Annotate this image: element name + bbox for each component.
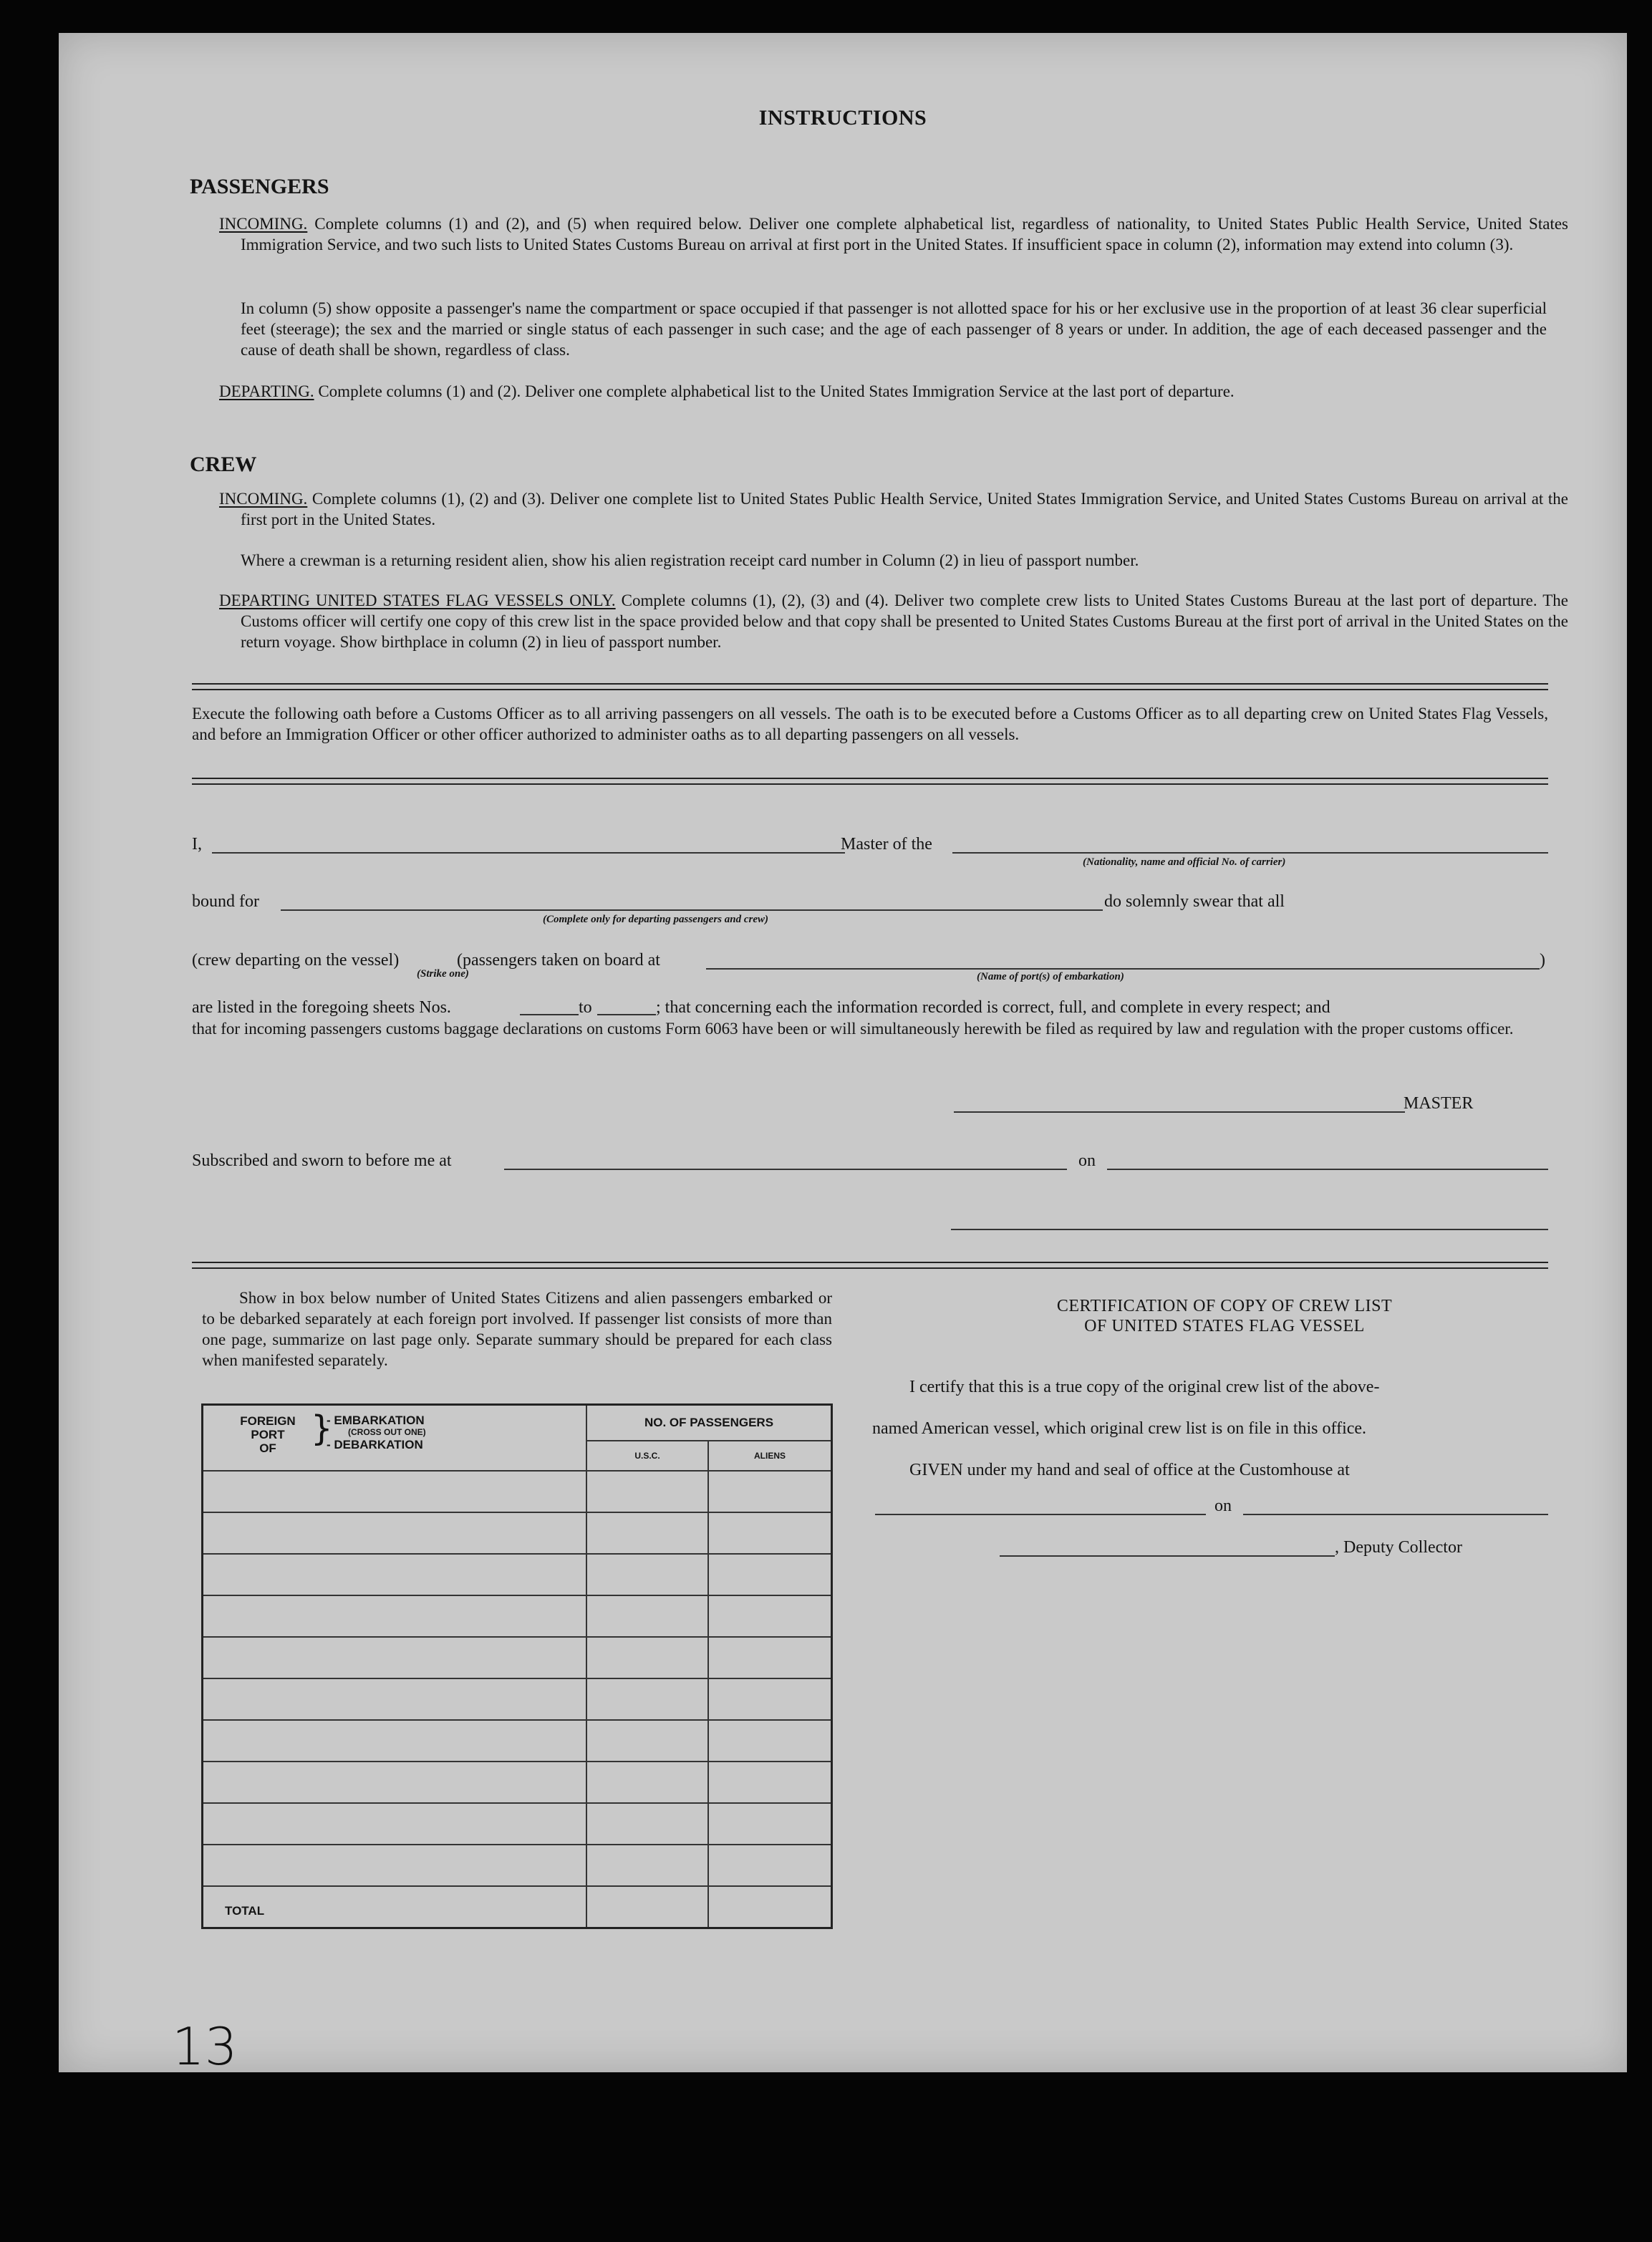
port-cell[interactable] xyxy=(203,1595,587,1637)
deputy-signature-field[interactable] xyxy=(1000,1555,1335,1557)
port-cell[interactable] xyxy=(203,1720,587,1762)
usc-cell[interactable] xyxy=(586,1803,708,1845)
listed-text-b: ; that concerning each the information recorded is correct, full, and complete in every respect; and xyxy=(656,998,1330,1017)
usc-cell[interactable] xyxy=(586,1637,708,1678)
port-cell[interactable] xyxy=(203,1845,587,1886)
col-port-1: FOREIGN xyxy=(240,1414,296,1428)
port-cell[interactable] xyxy=(203,1637,587,1678)
sheet-to-field[interactable] xyxy=(597,1014,656,1015)
port-cell[interactable] xyxy=(203,1678,587,1720)
passengers-column5-text: In column (5) show opposite a passenger's name the compartment or space occupied if that passenger is not allotted space for his or her exclusive use in the proportion of at least 36 clear superficial feet (steerage); the sex and the married or single status of each passenger in such case; and the age of each passenger of 8 years or under. In addition, the age of each deceased passenger and the cause of death shall be shown, regardless of class. xyxy=(241,299,1547,359)
certification-title-2: OF UNITED STATES FLAG VESSEL xyxy=(1084,1317,1365,1335)
aliens-cell[interactable] xyxy=(708,1637,832,1678)
master-label: MASTER xyxy=(1404,1094,1474,1113)
page-number: 13 xyxy=(172,2016,238,2077)
crew-incoming-text: Complete columns (1), (2) and (3). Deliver one complete list to United States Public Health Service, United States Immigration Service, and United States Customs Bureau on arrival at the first port in the United States. xyxy=(241,490,1568,528)
subscribed-date-field[interactable] xyxy=(1107,1169,1548,1170)
master-name-field[interactable] xyxy=(212,852,845,854)
col-port-3: OF xyxy=(259,1441,276,1455)
aliens-header: ALIENS xyxy=(708,1441,832,1471)
carrier-caption: (Nationality, name and official No. of carrier) xyxy=(1083,856,1286,868)
certify-on-label: on xyxy=(1214,1497,1232,1515)
brace-icon: } xyxy=(311,1409,333,1449)
usc-cell[interactable] xyxy=(586,1678,708,1720)
listed-text-a: are listed in the foregoing sheets Nos. xyxy=(192,998,451,1017)
officer-signature-field[interactable] xyxy=(951,1229,1548,1230)
crew-departing-lead: DEPARTING UNITED STATES FLAG VESSELS ONLY. xyxy=(219,591,616,609)
aliens-cell[interactable] xyxy=(708,1678,832,1720)
certify-line-1: I certify that this is a true copy of the original crew list of the above- xyxy=(909,1378,1380,1396)
total-aliens-cell[interactable] xyxy=(708,1886,832,1928)
crew-incoming xyxy=(219,488,1568,530)
bound-caption: (Complete only for departing passengers and crew) xyxy=(543,914,768,925)
strike-caption: (Strike one) xyxy=(417,968,469,980)
page-title: INSTRUCTIONS xyxy=(758,106,927,130)
crew-departing-option[interactable]: (crew departing on the vessel) xyxy=(192,951,400,970)
ports-field[interactable] xyxy=(706,968,1540,970)
summary-note: Show in box below number of United States Citizens and alien passengers embarked or to be debarked separately at each foreign port involved. If passenger list consists of more than one page, summarize on last page only. Separate summary should be prepared for each class when manifested separately. xyxy=(202,1289,832,1369)
certify-line-3: GIVEN under my hand and seal of office at the Customhouse at xyxy=(909,1461,1350,1479)
passengers-heading: PASSENGERS xyxy=(190,175,329,198)
certify-line-2: named American vessel, which original crew list is on file in this office. xyxy=(872,1419,1367,1438)
usc-cell[interactable] xyxy=(586,1845,708,1886)
usc-cell[interactable] xyxy=(586,1762,708,1803)
customhouse-field[interactable] xyxy=(875,1514,1206,1515)
total-label: TOTAL xyxy=(203,1886,587,1928)
swear-text: do solemnly swear that all xyxy=(1104,892,1285,911)
subscribed-place-field[interactable] xyxy=(504,1169,1067,1170)
cross-out-label: (CROSS OUT ONE) xyxy=(348,1427,426,1437)
certification-title xyxy=(931,1296,1518,1336)
usc-cell[interactable] xyxy=(586,1720,708,1762)
close-paren: ) xyxy=(1540,951,1545,970)
listed-text-c: that for incoming passengers customs baggage declarations on customs Form 6063 have been or will simultaneously herewith be filed as required by law and regulation with the proper customs officer. xyxy=(192,1020,1514,1038)
oath-intro: Execute the following oath before a Customs Officer as to all arriving passengers on all vessels. The oath is to be executed before a Customs Officer as to all departing crew on United States Flag Vessels, and before an Immigration Officer or other officer authorized to administer oaths as to all departing passengers on all vessels. xyxy=(192,705,1548,743)
embarkation-label: - EMBARKATION xyxy=(327,1414,425,1427)
passengers-taken-option[interactable]: (passengers taken on board at xyxy=(457,951,660,970)
usc-header: U.S.C. xyxy=(586,1441,708,1471)
port-cell[interactable] xyxy=(203,1512,587,1554)
bound-for-field[interactable] xyxy=(281,909,1103,911)
port-cell[interactable] xyxy=(203,1471,587,1512)
aliens-cell[interactable] xyxy=(708,1845,832,1886)
carrier-field[interactable] xyxy=(952,852,1548,854)
usc-cell[interactable] xyxy=(586,1512,708,1554)
divider xyxy=(192,683,1548,690)
port-cell[interactable] xyxy=(203,1762,587,1803)
divider xyxy=(192,1262,1548,1269)
passengers-incoming-lead: INCOMING. xyxy=(219,215,308,233)
usc-cell[interactable] xyxy=(586,1595,708,1637)
form-sheet xyxy=(59,33,1627,2077)
subscribed-label: Subscribed and sworn to before me at xyxy=(192,1151,452,1170)
passengers-departing-text: Complete columns (1) and (2). Deliver one complete alphabetical list to the United States Immigration Service at the last port of departure. xyxy=(318,382,1235,400)
certify-date-field[interactable] xyxy=(1243,1514,1548,1515)
aliens-cell[interactable] xyxy=(708,1471,832,1512)
port-cell[interactable] xyxy=(203,1554,587,1595)
sheet-from-field[interactable] xyxy=(520,1014,579,1015)
passenger-summary-table xyxy=(201,1403,833,1929)
ports-caption: (Name of port(s) of embarkation) xyxy=(977,971,1124,982)
aliens-cell[interactable] xyxy=(708,1720,832,1762)
passengers-incoming xyxy=(219,213,1568,255)
crew-departing xyxy=(219,590,1568,652)
master-of-label: Master of the xyxy=(841,835,932,854)
crew-departing-text: Complete columns (1), (2), (3) and (4). Deliver two complete crew lists to United States Customs Bureau at the last port of departure. The Customs officer will certify one copy of this crew list in the space provided below and that copy shall be presented to United States Customs Bureau at the first port of arrival in the United States on the return voyage. Show birthplace in column (2) in lieu of passport number. xyxy=(241,591,1569,651)
deputy-collector-label: , Deputy Collector xyxy=(1335,1538,1462,1557)
crew-heading: CREW xyxy=(190,453,257,476)
bound-for-label: bound for xyxy=(192,892,259,911)
listed-to: to xyxy=(579,998,592,1017)
divider xyxy=(192,778,1548,785)
crew-incoming-lead: INCOMING. xyxy=(219,490,308,508)
usc-cell[interactable] xyxy=(586,1554,708,1595)
col-port-2: PORT xyxy=(251,1428,285,1441)
total-usc-cell[interactable] xyxy=(586,1886,708,1928)
passengers-departing-lead: DEPARTING. xyxy=(219,382,314,400)
passengers-incoming-text: Complete columns (1) and (2), and (5) when required below. Deliver one complete alphabetical list, regardless of nationality, to United States Public Health Service, United States Immigration Service, and two such lists to United States Customs Bureau on arrival at first port in the United States. If insufficient space in column (2), information may extend into column (3). xyxy=(241,215,1568,253)
port-cell[interactable] xyxy=(203,1803,587,1845)
debarkation-label: - DEBARKATION xyxy=(327,1438,423,1451)
aliens-cell[interactable] xyxy=(708,1762,832,1803)
oath-i-label: I, xyxy=(192,835,202,854)
aliens-cell[interactable] xyxy=(708,1554,832,1595)
port-header-cell xyxy=(203,1405,587,1471)
certification-title-1: CERTIFICATION OF COPY OF CREW LIST xyxy=(1056,1297,1393,1315)
crew-resident-text: Where a crewman is a returning resident alien, show his alien registration receipt card number in Column (2) in lieu of passport number. xyxy=(241,551,1139,569)
aliens-cell[interactable] xyxy=(708,1595,832,1637)
no-passengers-header: NO. OF PASSENGERS xyxy=(586,1405,832,1441)
aliens-cell[interactable] xyxy=(708,1512,832,1554)
subscribed-on-label: on xyxy=(1078,1151,1096,1170)
usc-cell[interactable] xyxy=(586,1471,708,1512)
master-signature-field[interactable] xyxy=(954,1111,1405,1113)
aliens-cell[interactable] xyxy=(708,1803,832,1845)
passengers-departing xyxy=(219,381,1568,402)
